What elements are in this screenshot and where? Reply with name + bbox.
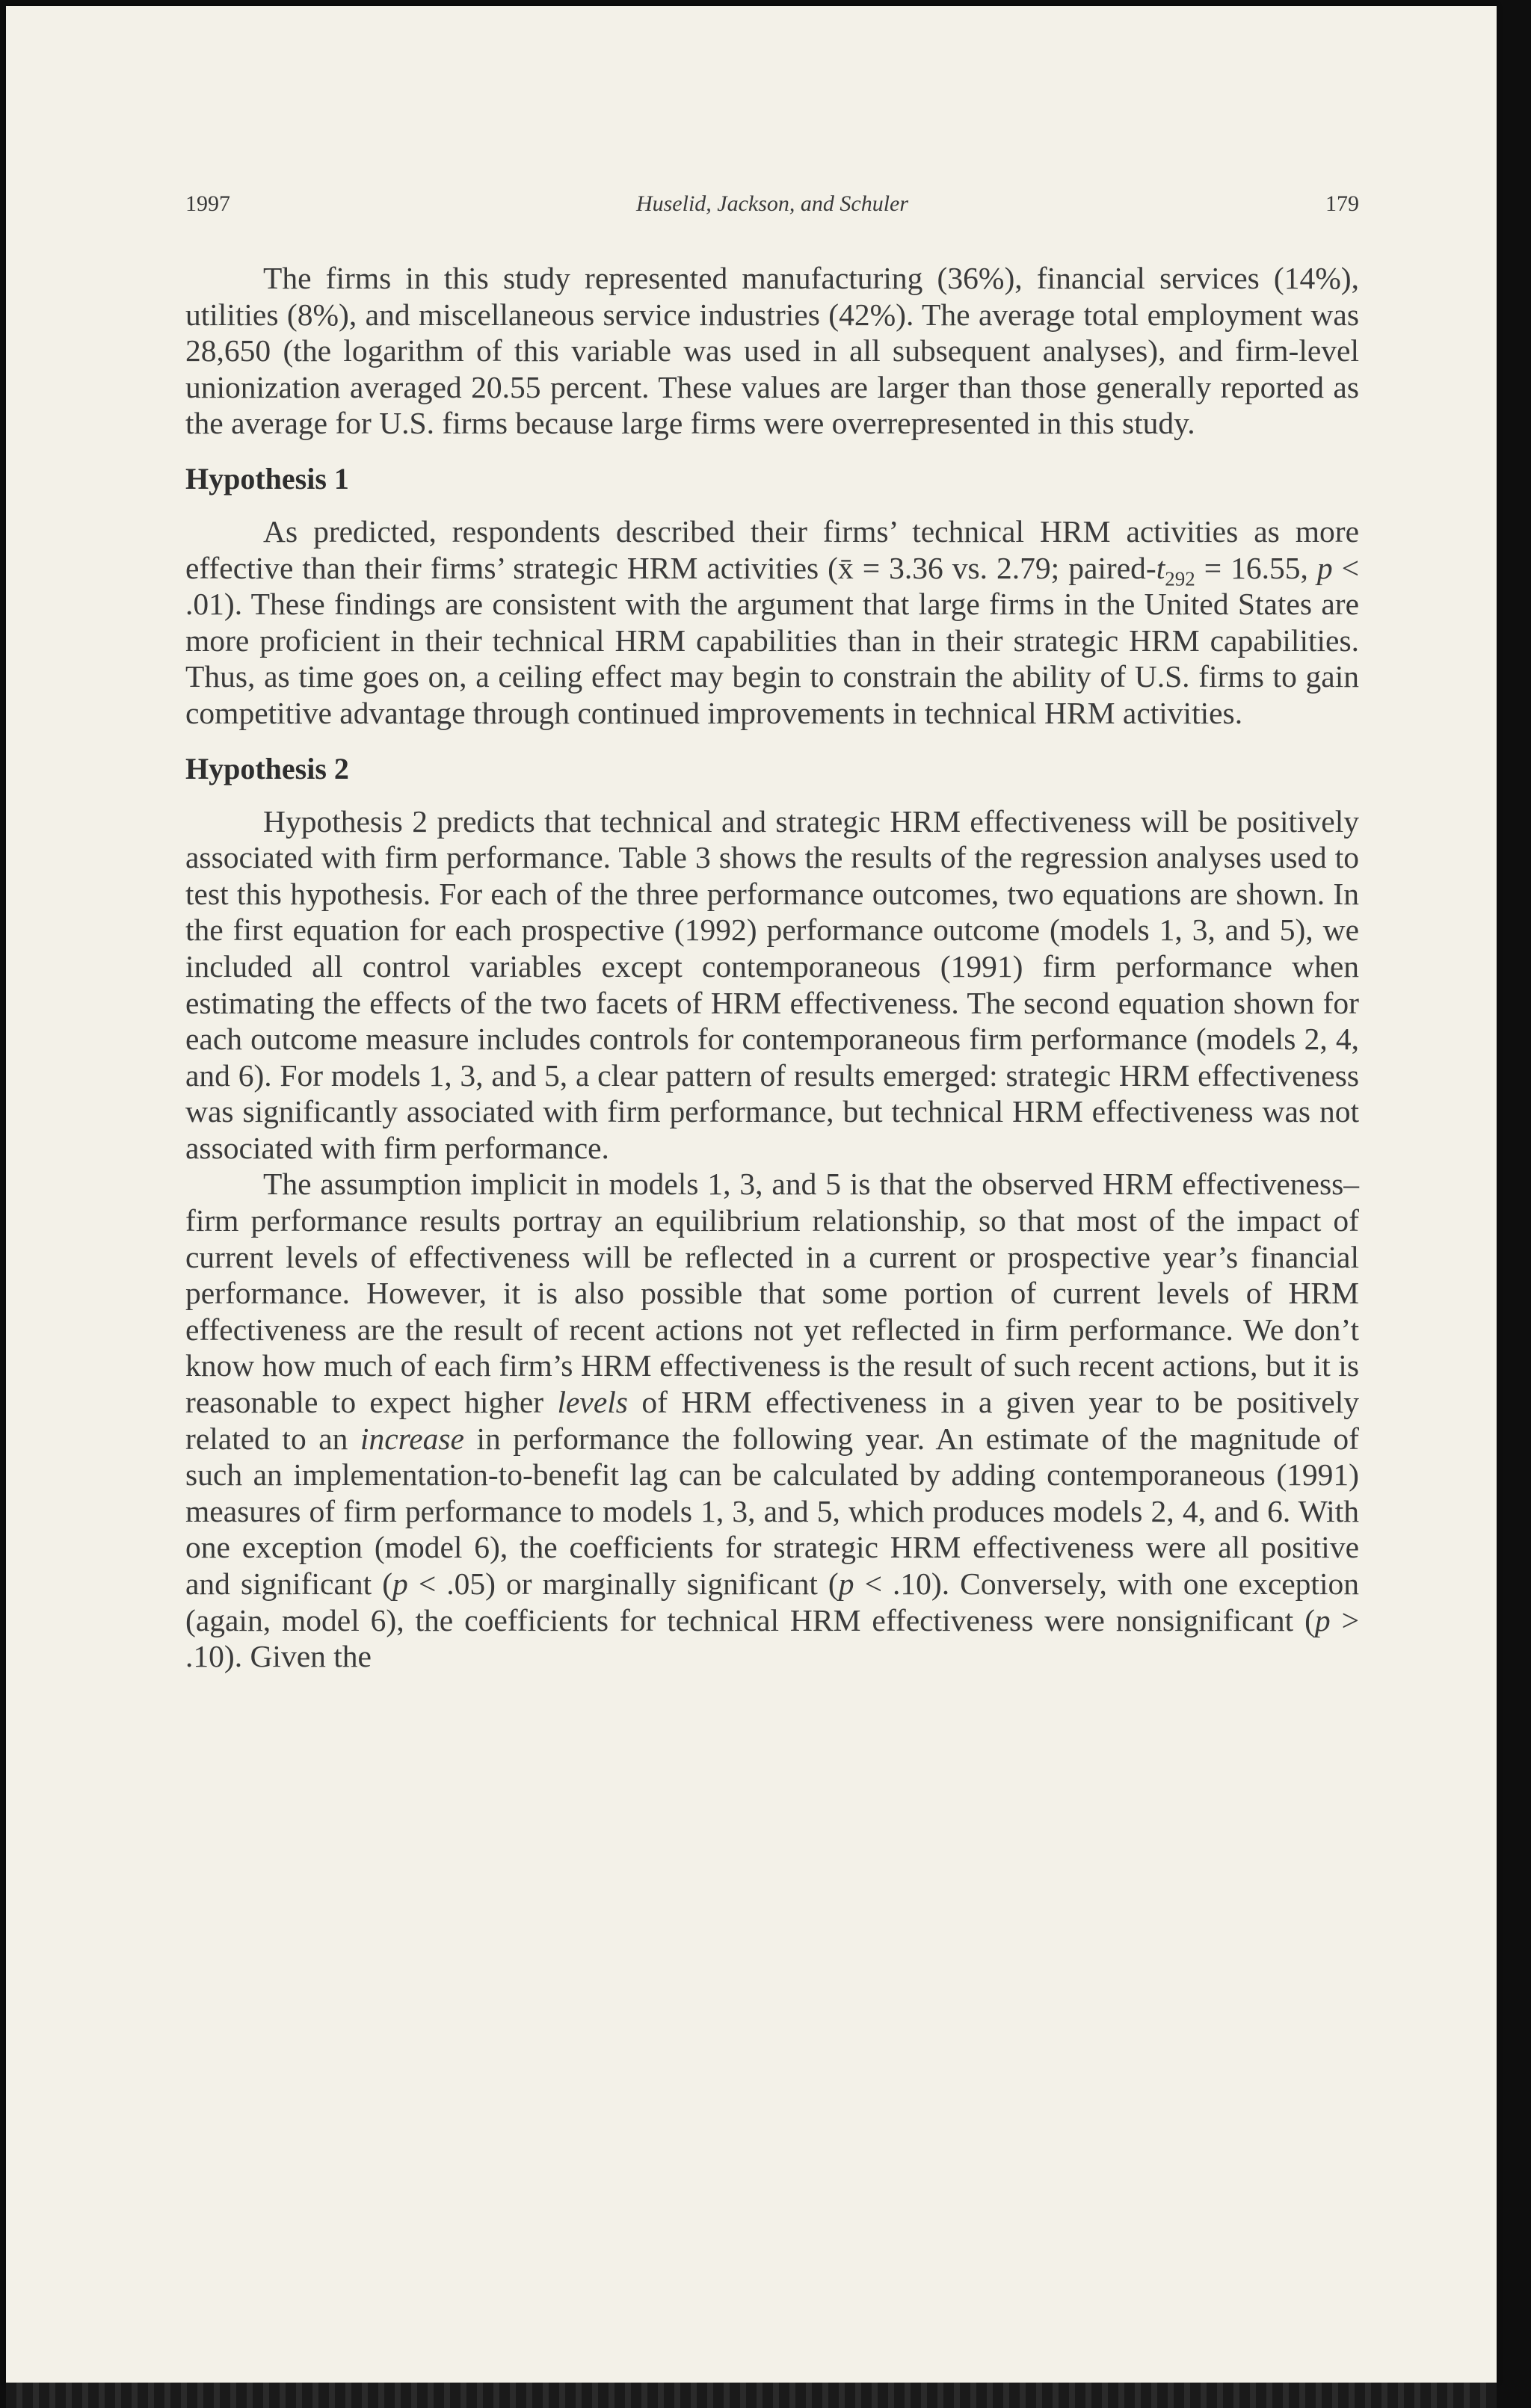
h2-p-symbol-2: p bbox=[838, 1566, 854, 1601]
scan-bottom-edge bbox=[6, 2383, 1497, 2408]
h1-text-a: As predicted, respondents described their firms’ technical HRM activities as more effective than their firms’ strategic HRM activities ( bbox=[185, 513, 1359, 585]
h1-text-c: = 16.55, bbox=[1195, 550, 1317, 585]
intro-paragraph: The firms in this study represented manufacturing (36%), financial services (14%), utilities (8%), and miscellaneous service industries (42%). The average total employment was 28,650 (the logarithm of this variable was used in all subsequent analyses), and firm-level unionization averaged 20.55 percent. These values are larger than those generally reported as the average for U.S. firms because large firms were overrepresented in this study. bbox=[185, 261, 1359, 441]
h2-text-b: of HRM effectiveness in a given year to be positively related to an bbox=[185, 1385, 1359, 1456]
running-head bbox=[185, 191, 1359, 221]
h1-t-subscript: 292 bbox=[1165, 567, 1195, 590]
h2-text-e: < .10). Conversely, with one exception (again, model 6), the coefficients for technical HRM effectiveness were nonsignificant ( bbox=[185, 1566, 1359, 1637]
h2-increase-italic: increase bbox=[360, 1421, 464, 1456]
article-body bbox=[185, 260, 1359, 1675]
h1-t-symbol: t bbox=[1156, 550, 1165, 585]
h1-text-b: = 3.36 vs. 2.79; paired- bbox=[853, 550, 1156, 585]
journal-page bbox=[6, 6, 1497, 2383]
h2-p-symbol-1: p bbox=[392, 1566, 408, 1601]
h1-xbar: x̄ bbox=[837, 550, 854, 585]
running-head-year: 1997 bbox=[185, 191, 230, 216]
hypothesis-2-heading: Hypothesis 2 bbox=[185, 751, 349, 785]
h2-levels-italic: levels bbox=[557, 1385, 628, 1420]
h2-text-f: > .10). Given the bbox=[185, 1602, 1360, 1674]
h2-p-symbol-3: p bbox=[1314, 1602, 1331, 1637]
h2-text-d: < .05) or marginally significant ( bbox=[407, 1566, 839, 1601]
hypothesis-1-heading: Hypothesis 1 bbox=[185, 461, 349, 496]
running-head-authors: Huselid, Jackson, and Schuler bbox=[635, 191, 909, 216]
page-number: 179 bbox=[1325, 191, 1359, 216]
h1-text-d: < .01). These findings are consistent with the argument that large firms in the United States are more proficient in their technical HRM capabilities than in their strategic HRM capabilities. Thus, as time goes on, a ceiling effect may begin to constrain the ability of U.S. firms to gain competitive advantage through continued improvements in technical HRM activities. bbox=[185, 550, 1360, 730]
h2-text-c: in performance the following year. An estimate of the magnitude of such an implementation-to-benefit lag can be calculated by adding contemporaneous (1991) measures of firm performance to models 1, 3, and 5, which produces models 2, 4, and 6. With one exception (model 6), the coefficients for strategic HRM effectiveness were all positive and significant ( bbox=[185, 1421, 1359, 1601]
h1-p-symbol: p bbox=[1316, 550, 1333, 585]
hypothesis-2-paragraph-2 bbox=[185, 1166, 1359, 1674]
hypothesis-1-paragraph bbox=[185, 513, 1359, 732]
h2-text-a: The assumption implicit in models 1, 3, and 5 is that the observed HRM effectiveness–firm performance results portray an equilibrium relationship, so that most of the impact of current levels of effectiveness will be reflected in a current or prospective year’s financial performance. However, it is also possible that some portion of current levels of HRM effectiveness are the result of recent actions not yet reflected in firm performance. We don’t know how much of each firm’s HRM effectiveness is the result of such recent actions, but it is reasonable to expect higher bbox=[185, 1167, 1359, 1420]
hypothesis-2-paragraph-1: Hypothesis 2 predicts that technical and strategic HRM effectiveness will be positively associated with firm performance. Table 3 shows the results of the regression analyses used to test this hypothesis. For each of the three performance outcomes, two equations are shown. In the first equation for each prospective (1992) performance outcome (models 1, 3, and 5), we included all control variables except contemporaneous (1991) firm performance when estimating the effects of the two facets of HRM effectiveness. The second equation shown for each outcome measure includes controls for contemporaneous firm performance (models 2, 4, and 6). For models 1, 3, and 5, a clear pattern of results emerged: strategic HRM effectiveness was significantly associated with firm performance, but technical HRM effectiveness was not associated with firm performance. bbox=[185, 803, 1359, 1165]
